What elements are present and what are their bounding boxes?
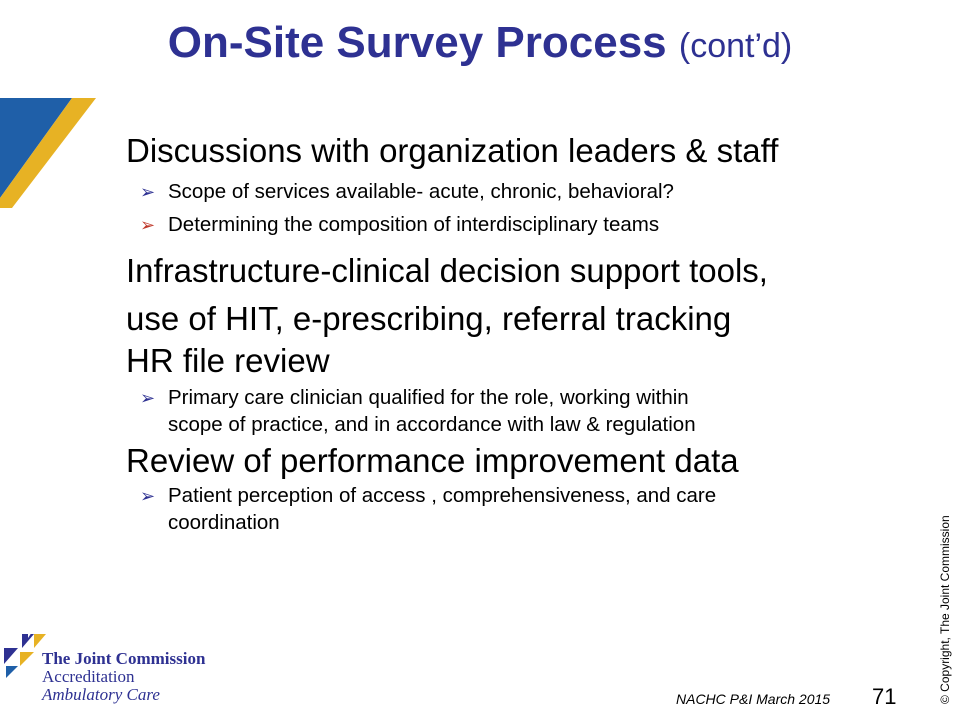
arrow-bullet-icon: ➢ bbox=[140, 388, 156, 408]
copyright-notice: © Copyright, The Joint Commission bbox=[938, 515, 952, 704]
arrow-bullet-icon: ➢ bbox=[140, 182, 156, 202]
sub-bullet-text: Patient perception of access , comprehensiveness, and care bbox=[168, 484, 717, 507]
sub-bullet-text: Primary care clinician qualified for the role, working within bbox=[168, 386, 689, 409]
bullet-text: HR file review bbox=[126, 342, 330, 379]
corner-decoration-icon bbox=[0, 98, 100, 208]
sub-bullet-text: Scope of services available- acute, chronic, behavioral? bbox=[168, 180, 674, 203]
slide-title-main: On-Site Survey Process bbox=[167, 18, 667, 67]
slide-title-sub: (cont’d) bbox=[678, 27, 793, 65]
logo-line-1: The Joint Commission bbox=[42, 649, 206, 668]
logo-line-2: Accreditation bbox=[42, 667, 135, 686]
bullet-text: Discussions with organization leaders & staff bbox=[126, 132, 779, 169]
bullet-text: use of HIT, e-prescribing, referral tracking bbox=[126, 300, 732, 337]
page-number: 71 bbox=[872, 684, 897, 709]
footer-event: NACHC P&I March 2015 bbox=[676, 691, 831, 707]
slide-title bbox=[0, 18, 960, 68]
sub-bullet-text: scope of practice, and in accordance with law & regulation bbox=[168, 413, 696, 436]
logo-line-3: Ambulatory Care bbox=[42, 685, 160, 704]
bullet-text: Infrastructure-clinical decision support tools, bbox=[126, 252, 768, 289]
arrow-bullet-icon: ➢ bbox=[140, 215, 156, 235]
sub-bullet-text: coordination bbox=[168, 511, 280, 534]
sub-bullet-text: Determining the composition of interdisciplinary teams bbox=[168, 213, 660, 236]
bullet-text: Review of performance improvement data bbox=[126, 442, 739, 479]
arrow-bullet-icon: ➢ bbox=[140, 486, 156, 506]
logo-text bbox=[42, 650, 205, 704]
